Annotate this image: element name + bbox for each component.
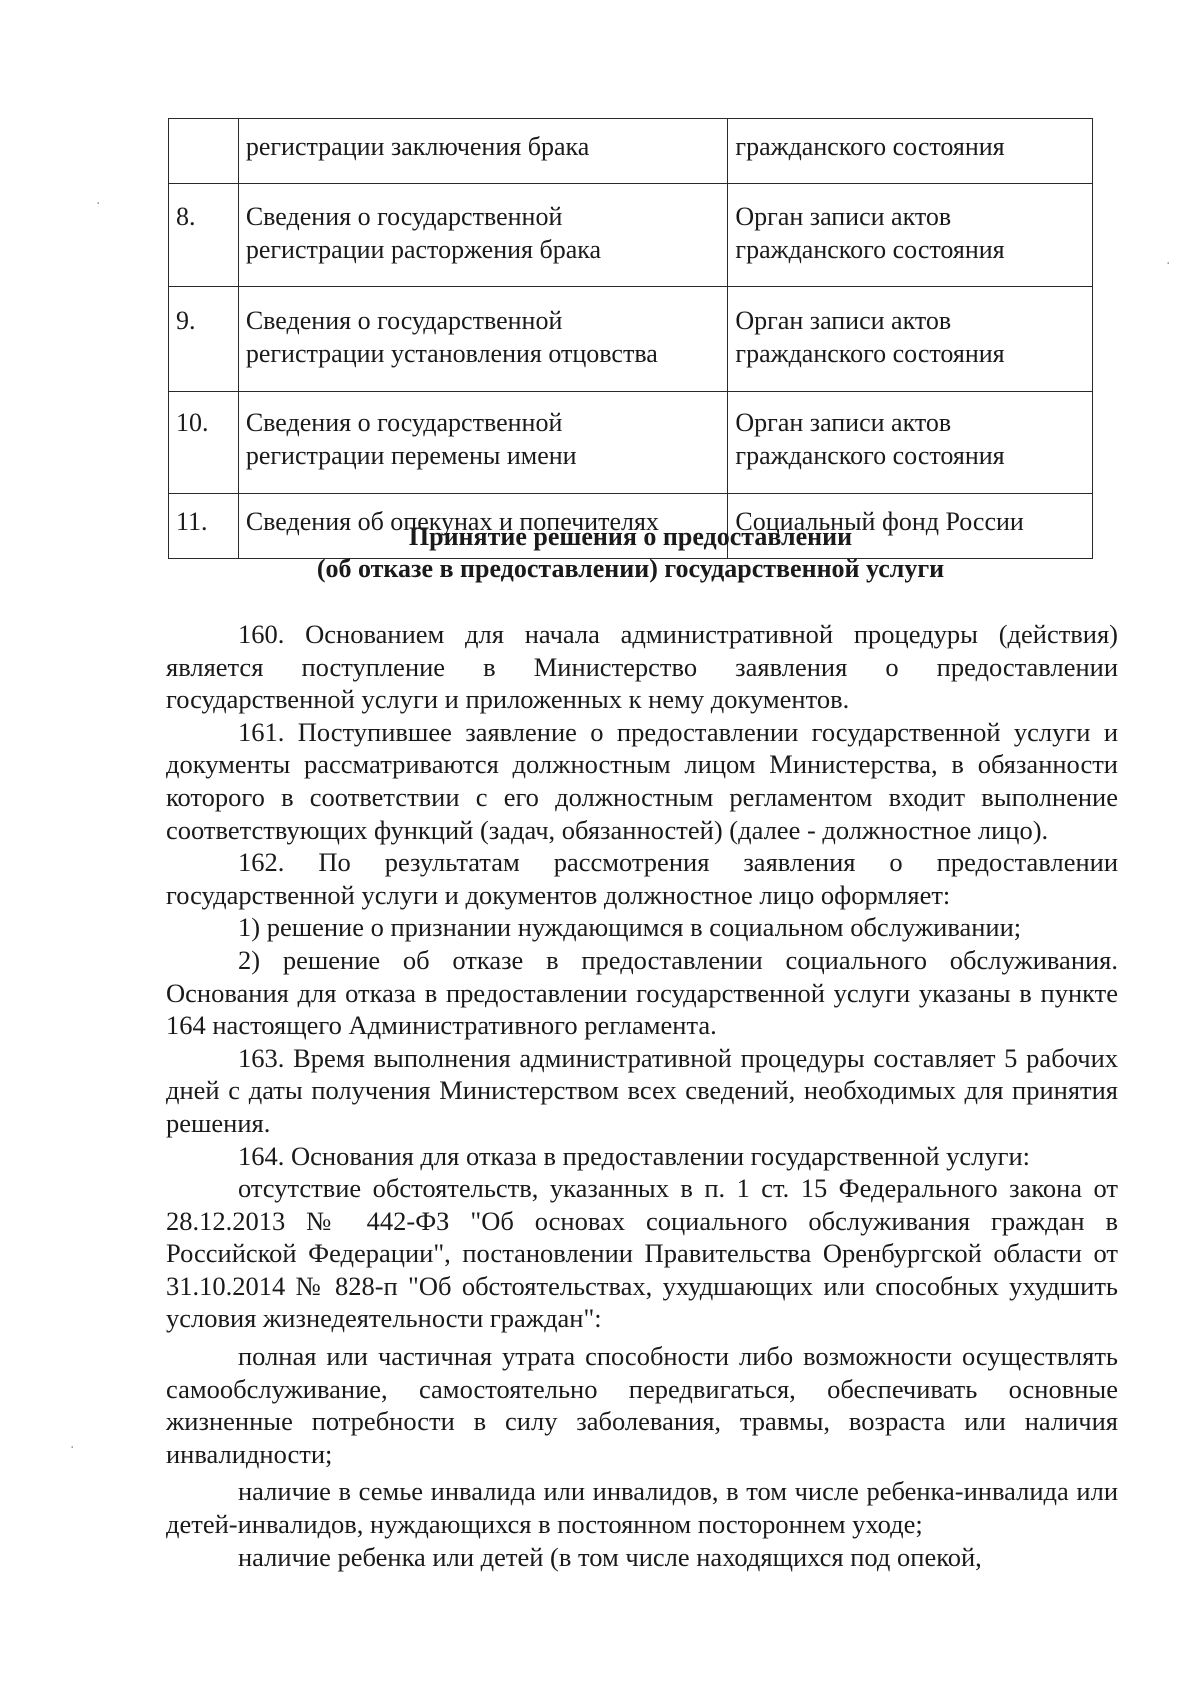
paragraph-160: 160. Основанием для начала административной процедуры (действия) является поступление в Министерство заявления о предоставлении государственной услуги и приложенных к нему документов. — [166, 619, 1118, 715]
info-cell — [238, 184, 728, 287]
section-heading-line-2: (об отказе в предоставлении) государственной услуги — [316, 554, 945, 583]
list-item-decision-needy: 1) решение о признании нуждающимся в социальном обслуживании; — [238, 912, 1022, 943]
info-line: Сведения о государственной — [245, 306, 563, 335]
info-line: Сведения о государственной — [245, 202, 563, 231]
list-item-decision-refusal: 2) решение об отказе в предоставлении социального обслуживания. Основания для отказа в предоставлении государственной услуги указаны в пункте 164 настоящего Административного регламента. — [166, 944, 1118, 1041]
source-line: гражданского состояния — [735, 235, 1005, 264]
source-cell — [728, 119, 1093, 184]
scan-speck: · — [70, 1440, 75, 1456]
source-line: Орган записи актов — [735, 408, 952, 437]
info-line: регистрации расторжения брака — [245, 235, 602, 264]
source-line: Орган записи актов — [735, 202, 952, 231]
circumstance-child-under-care: наличие ребенка или детей (в том числе находящихся под опекой, — [238, 1541, 982, 1572]
information-sources-table — [168, 118, 1093, 559]
row-number-cell: 8. — [169, 184, 239, 287]
source-cell — [728, 392, 1093, 494]
source-cell — [728, 287, 1093, 392]
source-line: Орган записи актов — [735, 306, 952, 335]
source-line: гражданского состояния — [735, 339, 1005, 368]
info-line: Сведения о государственной — [245, 408, 563, 437]
paragraph-161: 161. Поступившее заявление о предоставлении государственной услуги и документы рассматриваются должностным лицом Министерства, в обязанности которого в соответствии с его должностным регламентом входит выполнение соответствующих функций (задач, обязанностей) (далее - должностное лицо). — [166, 716, 1118, 845]
row-number-cell: 10. — [169, 392, 239, 494]
paragraph-162: 162. По результатам рассмотрения заявления о предоставлении государственной услуги и документов должностное лицо оформляет: — [166, 847, 1118, 910]
section-heading-line-1: Принятие решения о предоставлении — [408, 522, 853, 551]
table-row — [169, 287, 1093, 392]
circumstance-loss-of-ability: полная или частичная утрата способности либо возможности осуществлять самообслуживание, самостоятельно передвигаться, обеспечивать основные жизненные потребности в силу заболевания, травмы, возраста или наличия инвалидности; — [166, 1341, 1118, 1469]
refusal-ground-no-circumstances: отсутствие обстоятельств, указанных в п. 1 ст. 15 Федерального закона от 28.12.2013 № 442-ФЗ "Об основах социального обслуживания граждан в Российской Федерации", постановлении Правительства Оренбургской области от 31.10.2014 № 828-п "Об обстоятельствах, ухудшающих или способных ухудшить условия жизнедеятельности граждан": — [166, 1173, 1118, 1334]
info-cell — [238, 392, 728, 494]
paragraph-164: 164. Основания для отказа в предоставлении государственной услуги: — [238, 1140, 1031, 1171]
scan-speck: · — [1166, 256, 1171, 272]
scan-speck: · — [96, 196, 101, 212]
info-cell — [238, 119, 728, 184]
circumstance-disabled-family-member: наличие в семье инвалида или инвалидов, в том числе ребенка-инвалида или детей-инвалидов, нуждающихся в постоянном постороннем уходе; — [166, 1476, 1118, 1540]
source-line: гражданского состояния — [735, 441, 1005, 470]
source-line: гражданского состояния — [735, 132, 1005, 161]
section-heading — [168, 521, 1093, 585]
paragraph-163: 163. Время выполнения административной процедуры составляет 5 рабочих дней с даты получения Министерством всех сведений, необходимых для принятия решения. — [166, 1042, 1118, 1138]
row-number-cell: 11. — [169, 494, 239, 559]
table-row — [169, 184, 1093, 287]
table-row — [169, 119, 1093, 184]
source-cell — [728, 184, 1093, 287]
info-line: регистрации перемены имени — [245, 441, 577, 470]
table-row — [169, 392, 1093, 494]
row-number-cell — [169, 119, 239, 184]
info-line: регистрации установления отцовства — [245, 339, 658, 368]
row-number-cell: 9. — [169, 287, 239, 392]
info-line: Сведения об опекунах и попечителях — [245, 507, 659, 536]
info-cell — [238, 287, 728, 392]
source-line: Социальный фонд России — [735, 507, 1024, 536]
document-body — [166, 618, 1118, 1573]
info-line: регистрации заключения брака — [245, 132, 590, 161]
